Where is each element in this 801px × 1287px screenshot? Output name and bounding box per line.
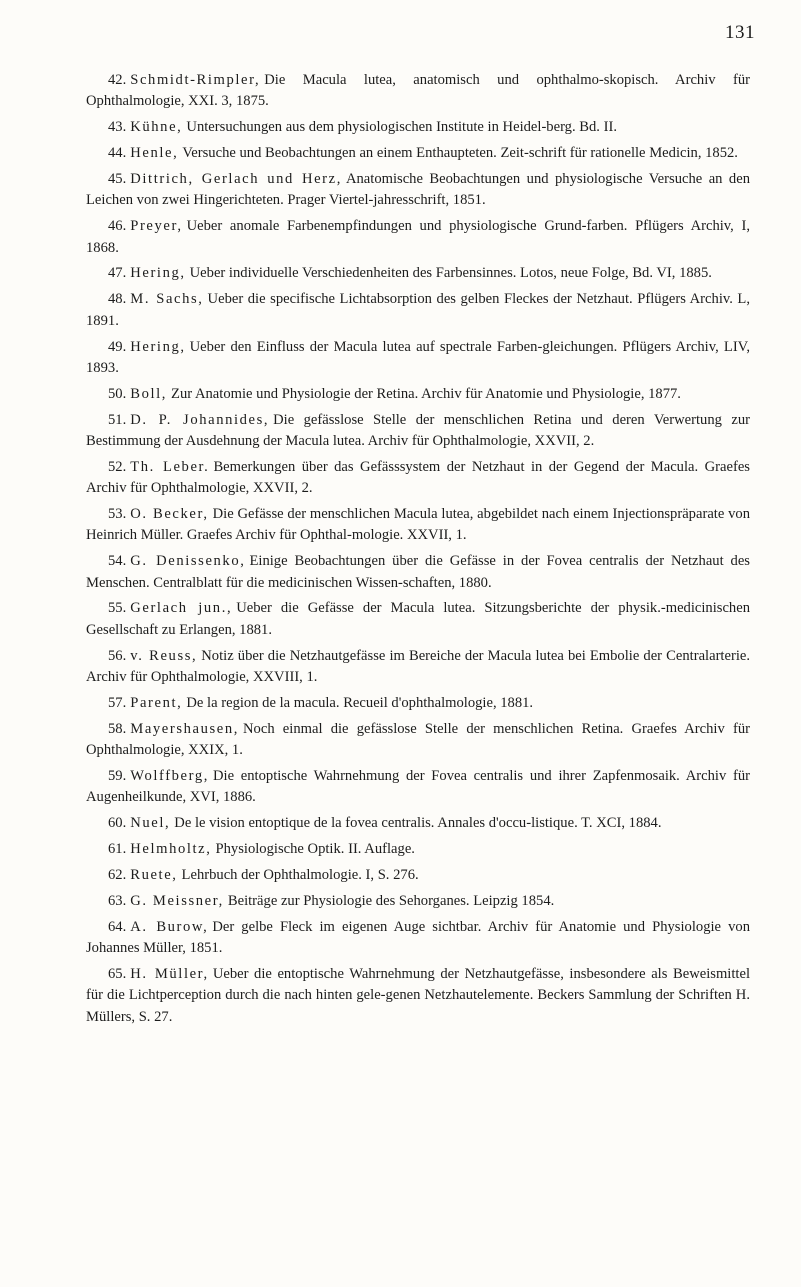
- reference-author: Nuel,: [130, 815, 171, 832]
- reference-text: Anatomische Beobachtungen und physiologische Versuche an den Leichen von zwei Hingerichteten. Prager Viertel-jahresschrift, 1851.: [86, 171, 751, 209]
- reference-number: 58.: [108, 720, 127, 737]
- reference-number: 60.: [108, 815, 127, 832]
- reference-item: [86, 891, 750, 912]
- reference-number: 54.: [108, 553, 127, 570]
- reference-item: [86, 216, 750, 259]
- reference-author: Dittrich, Gerlach und Herz,: [130, 171, 342, 188]
- reference-number: 57.: [108, 694, 127, 711]
- reference-text: Ueber die specifische Lichtabsorption des gelben Fleckes der Netzhaut. Pflügers Archiv. L, 1891.: [86, 291, 750, 329]
- reference-number: 63.: [108, 892, 127, 909]
- reference-number: 48.: [108, 291, 127, 308]
- reference-text: Noch einmal die gefässlose Stelle der menschlichen Retina. Graefes Archiv für Ophthalmologie, XXIX, 1.: [86, 720, 750, 758]
- reference-text: De la region de la macula. Recueil d'ophthalmologie, 1881.: [186, 694, 534, 711]
- reference-text: Ueber die entoptische Wahrnehmung der Netzhautgefässe, insbesondere als Beweismittel für die Lichtperception durch die nach hinten gele-genen Netzhautelemente. Beckers Sammlung der Schriften H. Müllers, S. 27.: [86, 966, 751, 1025]
- reference-number: 45.: [108, 171, 127, 188]
- reference-text: Physiologische Optik. II. Auflage.: [215, 841, 415, 858]
- reference-text: Ueber die Gefässe der Macula lutea. Sitzungsberichte der physik.-medicinischen Gesellschaft zu Erlangen, 1881.: [86, 600, 751, 638]
- reference-author: Helmholtz,: [130, 841, 212, 858]
- reference-author: Preyer,: [130, 218, 183, 235]
- reference-item: [86, 551, 750, 594]
- reference-author: Schmidt-Rimpler,: [130, 72, 261, 88]
- reference-text: Die Macula lutea, anatomisch und ophthalmo-skopisch. Archiv für Ophthalmologie, XXI. 3, 1875.: [86, 72, 750, 110]
- reference-item: [86, 70, 750, 113]
- reference-author: Hering,: [130, 265, 186, 282]
- reference-number: 59.: [108, 767, 127, 784]
- reference-author: Hering,: [130, 338, 186, 355]
- reference-text: Beiträge zur Physiologie des Sehorganes. Leipzig 1854.: [227, 892, 555, 909]
- reference-author: Mayershausen,: [130, 720, 239, 737]
- reference-author: Boll,: [130, 385, 168, 402]
- reference-item: [86, 766, 750, 809]
- reference-author: Th. Leber.: [130, 458, 210, 475]
- reference-text: Bemerkungen über das Gefässsystem der Netzhaut in der Gegend der Macula. Graefes Archiv für Ophthalmologie, XXVII, 2.: [86, 458, 750, 497]
- reference-number: 42.: [108, 72, 127, 88]
- page-number: 131: [725, 22, 755, 43]
- reference-text: Ueber individuelle Verschiedenheiten des Farbensinnes. Lotos, neue Folge, Bd. VI, 1885.: [189, 265, 712, 282]
- reference-item: [86, 263, 750, 284]
- reference-author: Henle,: [130, 145, 179, 162]
- reference-author: Kühne,: [130, 119, 183, 136]
- reference-item: [86, 457, 750, 500]
- reference-text: Einige Beobachtungen über die Gefässe in der Fovea centralis der Netzhaut des Menschen. Centralblatt für die medicinischen Wissen-schaften, 1880.: [86, 553, 750, 591]
- reference-number: 62.: [108, 867, 127, 883]
- reference-author: Ruete,: [130, 867, 178, 883]
- reference-text: Ueber anomale Farbenempfindungen und physiologische Grund-farben. Pflügers Archiv, I, 1868.: [86, 218, 750, 256]
- reference-author: O. Becker,: [130, 506, 209, 523]
- reference-text: De le vision entoptique de la fovea centralis. Annales d'occu-listique. T. XCI, 1884.: [174, 815, 662, 832]
- reference-number: 47.: [108, 265, 127, 282]
- reference-item: [86, 917, 750, 960]
- reference-item: [86, 646, 750, 689]
- reference-number: 55.: [108, 600, 127, 617]
- reference-item: [86, 598, 750, 641]
- reference-list: [86, 70, 750, 1033]
- reference-text: Untersuchungen aus dem physiologischen Institute in Heidel-berg. Bd. II.: [186, 119, 617, 136]
- reference-author: G. Denissenko,: [130, 553, 246, 570]
- reference-number: 50.: [108, 385, 127, 402]
- reference-number: 52.: [108, 458, 127, 475]
- reference-item: [86, 117, 750, 138]
- reference-item: [86, 865, 750, 886]
- reference-item: [86, 337, 750, 380]
- reference-number: 56.: [108, 647, 127, 664]
- reference-item: [86, 384, 750, 405]
- reference-number: 49.: [108, 338, 127, 355]
- reference-author: H. Müller,: [130, 966, 209, 983]
- reference-item: [86, 169, 750, 212]
- reference-number: 51.: [108, 411, 127, 428]
- reference-item: [86, 813, 750, 834]
- reference-number: 65.: [108, 966, 127, 983]
- reference-number: 44.: [108, 145, 127, 162]
- reference-author: v. Reuss,: [130, 647, 198, 664]
- reference-text: Lehrbuch der Ophthalmologie. I, S. 276.: [181, 867, 419, 883]
- reference-item: [86, 289, 750, 332]
- reference-item: [86, 719, 750, 762]
- reference-author: Parent,: [130, 694, 183, 711]
- reference-text: Notiz über die Netzhautgefässe im Bereiche der Macula lutea bei Embolie der Centralarterie. Archiv für Ophthalmologie, XXVIII, 1.: [86, 647, 751, 685]
- reference-number: 46.: [108, 218, 127, 235]
- reference-author: D. P. Johannides,: [130, 411, 270, 428]
- reference-author: Gerlach jun.,: [130, 600, 233, 617]
- reference-author: G. Meissner,: [130, 892, 224, 909]
- reference-author: A. Burow,: [130, 918, 209, 935]
- reference-text: Versuche und Beobachtungen an einem Enthaupteten. Zeit-schrift für rationelle Medicin, 1852.: [182, 145, 738, 162]
- reference-text: Ueber den Einfluss der Macula lutea auf spectrale Farben-gleichungen. Pflügers Archiv, LIV, 1893.: [86, 338, 750, 376]
- reference-author: M. Sachs,: [130, 291, 204, 308]
- reference-number: 53.: [108, 506, 127, 523]
- reference-item: [86, 839, 750, 860]
- reference-item: [86, 504, 750, 547]
- reference-item: [86, 143, 750, 164]
- reference-number: 43.: [108, 119, 127, 136]
- reference-item: [86, 964, 750, 1028]
- reference-number: 61.: [108, 841, 127, 858]
- reference-text: Zur Anatomie und Physiologie der Retina. Archiv für Anatomie und Physiologie, 1877.: [171, 385, 681, 402]
- reference-item: [86, 693, 750, 714]
- reference-text: Die Gefässe der menschlichen Macula lutea, abgebildet nach einem Injectionspräparate von Heinrich Müller. Graefes Archiv für Ophthal-mologie. XXVII, 1.: [86, 506, 750, 544]
- reference-text: Der gelbe Fleck im eigenen Auge sichtbar. Archiv für Anatomie und Physiologie von Johannes Müller, 1851.: [86, 918, 750, 957]
- reference-author: Wolffberg,: [130, 767, 209, 784]
- reference-item: [86, 410, 750, 453]
- reference-text: Die entoptische Wahrnehmung der Fovea centralis und ihrer Zapfenmosaik. Archiv für Augenheilkunde, XVI, 1886.: [86, 767, 750, 806]
- reference-text: Die gefässlose Stelle der menschlichen Retina und deren Verwertung zur Bestimmung der Ausdehnung der Macula lutea. Archiv für Ophthalmologie, XXVII, 2.: [86, 411, 750, 449]
- reference-number: 64.: [108, 918, 127, 935]
